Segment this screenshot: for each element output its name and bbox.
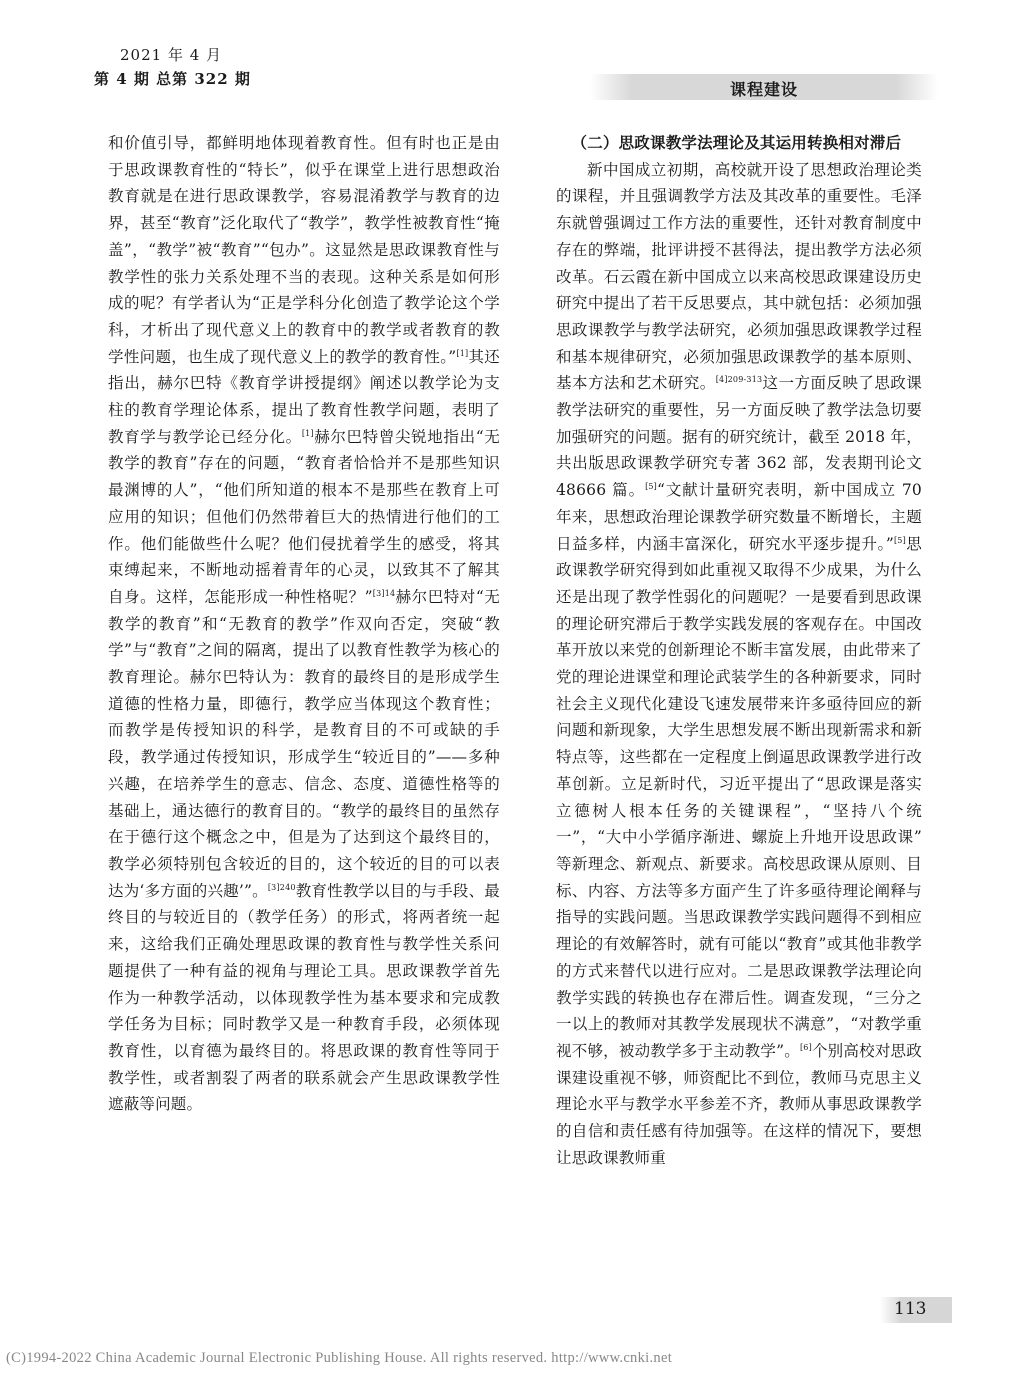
citation: [3]14: [372, 588, 396, 598]
citation: [1]: [301, 428, 314, 438]
section-title: 课程建设: [729, 80, 798, 99]
issue-number: 第 4 期 总第 322 期: [94, 70, 251, 88]
copyright-footer: (C)1994-2022 China Academic Journal Electronic Publishing House. All rights reserved. http://www.cnki.net: [6, 1350, 673, 1366]
body-paragraph: 新中国成立初期，高校就开设了思想政治理论类的课程，并且强调教学方法及其改革的重要性。毛泽东就曾强调过工作方法的重要性，还针对教育制度中存在的弊端，批评讲授不甚得法，提出教学方法必须改革。石云霞在新中国成立以来高校思政课建设历史研究中提出了若干反思要点，其中就包括：必须加强思政课教学与教学法研究，必须加强思政课教学过程和基本规律研究，必须加强思政课教学的基本原则、基本方法和艺术研究。$^{[4]209-313}$这一方面反映了思政课教学法研究的重要性，另一方面反映了教学法急切要加强研究的问题。据有的研究统计，截至 2018 年，共出版思政课教学研究专著 362 部，发表期刊论文 48666 篇。[5]“文献计量研究表明，新中国成立 70 年来，思想政治理论课教学研究数量不断增长，主题日益多样，内涵丰富深化，研究水平逐步提升。”[5]思政课教学研究得到如此重视又取得不少成果，为什么还是出现了教学性弱化的问题呢？一是要看到思政课的理论研究滞后于教学实践发展的客观存在。中国改革开放以来党的创新理论不断丰富发展，由此带来了党的理论进课堂和理论武装学生的各种新要求，同时社会主义现代化建设飞速发展带来许多亟待回应的新问题和新现象，大学生思想发展不断出现新需求和新特点等，这些都在一定程度上倒逼思政课教学进行改革创新。立足新时代，习近平提出了“思政课是落实立德树人根本任务的关键课程”，“坚持八个统一”，“大中小学循序渐进、螺旋上升地开设思政课” 等新理念、新观点、新要求。高校思政课从原则、目标、内容、方法等多方面产生了许多亟待理论阐释与指导的实践问题。当思政课教学实践问题得不到相应理论的有效解答时，就有可能以“教育”或其他非教学的方式来替代以进行应对。二是思政课教学法理论向教学实践的转换也存在滞后性。调查发现，“三分之一以上的教师对其教学发展现状不满意”，“对教学重视不够，被动教学多于主动教学”。[6]个别高校对思政课建设重视不够，师资配比不到位，教师马克思主义理论水平与教学水平参差不齐，教师从事思政课教学的自信和责任感有待加强等。在这样的情况下，要想让思政课教师重: [556, 160, 922, 1167]
body-paragraph: 和价值引导，都鲜明地体现着教育性。但有时也正是由于思政课教育性的“特长”，似乎在课堂上进行思想政治教育就是在进行思政课教学，容易混淆教学与教育的边界，甚至“教育”泛化取代了“教学”，教学性被教育性“掩盖”，“教学”被“教育”“包办”。这显然是思政课教育性与教学性的张力关系处理不当的表现。这种关系是如何形成的呢？有学者认为“正是学科分化创造了教学论这个学科，才析出了现代意义上的教育中的教学或者教育的教学性问题，也生成了现代意义上的教学的教育性。”[1]其还指出，赫尔巴特《教育学讲授提纲》阐述以教学论为支柱的教育学理论体系，提出了教育性教学问题，表明了教育学与教学论已经分化。[1]赫尔巴特曾尖锐地指出“无教学的教育”存在的问题，“教育者恰恰并不是那些知识最渊博的人”，“他们所知道的根本不是那些在教育上可应用的知识；但他们仍然带着巨大的热情进行他们的工作。他们能做些什么呢？他们侵扰着学生的感受，将其束缚起来，不断地动摇着青年的心灵，以致其不了解其自身。这样，怎能形成一种性格呢？”$^{[3]14}$赫尔巴特对“无教学的教育”和“无教育的教学”作双向否定，突破“教学”与“教育”之间的隔离，提出了以教育性教学为核心的教育理论。赫尔巴特认为：教育的最终目的是形成学生道德的性格力量，即德行，教学应当体现这个教育性；而教学是传授知识的科学，是教育目的不可或缺的手段，教学通过传授知识，形成学生“较近目的”——多种兴趣，在培养学生的意志、信念、态度、道德性格等的基础上，通达德行的教育目的。“教学的最终目的虽然存在于德行这个概念之中，但是为了达到这个最终目的，教学必须特别包含较近的目的，这个较近的目的可以表达为‘多方面的兴趣’”。$^{[3]240}$教育性教学以目的与手段、最终目的与较近目的（教学任务）的形式，将两者统一起来，这给我们正确处理思政课的教育性与教学性关系问题提供了一种有益的视角与理论工具。思政课教学首先作为一种教学活动，以体现教学性为基本要求和完成教学任务为目标；同时教学又是一种教育手段，必须体现教育性，以育德为最终目的。将思政课的教育性等同于教学性，或者割裂了两者的联系就会产生思政课教学性遮蔽等问题。: [108, 134, 500, 1114]
page-number-tab: [880, 1297, 952, 1323]
section-tab: [590, 74, 938, 100]
page-number: 113: [894, 1299, 927, 1319]
left-column: [108, 130, 500, 1280]
citation: [4]209-313: [715, 375, 763, 385]
citation: [1]: [456, 348, 469, 358]
citation: [6]: [799, 1042, 812, 1052]
citation: [5]: [893, 535, 906, 545]
citation: [5]: [645, 482, 657, 492]
issue-date: 2021 年 4 月: [120, 46, 223, 64]
subsection-heading: （二）思政课教学法理论及其运用转换相对滞后: [571, 134, 902, 152]
right-column: [556, 130, 922, 1280]
citation: [3]240: [267, 882, 296, 892]
